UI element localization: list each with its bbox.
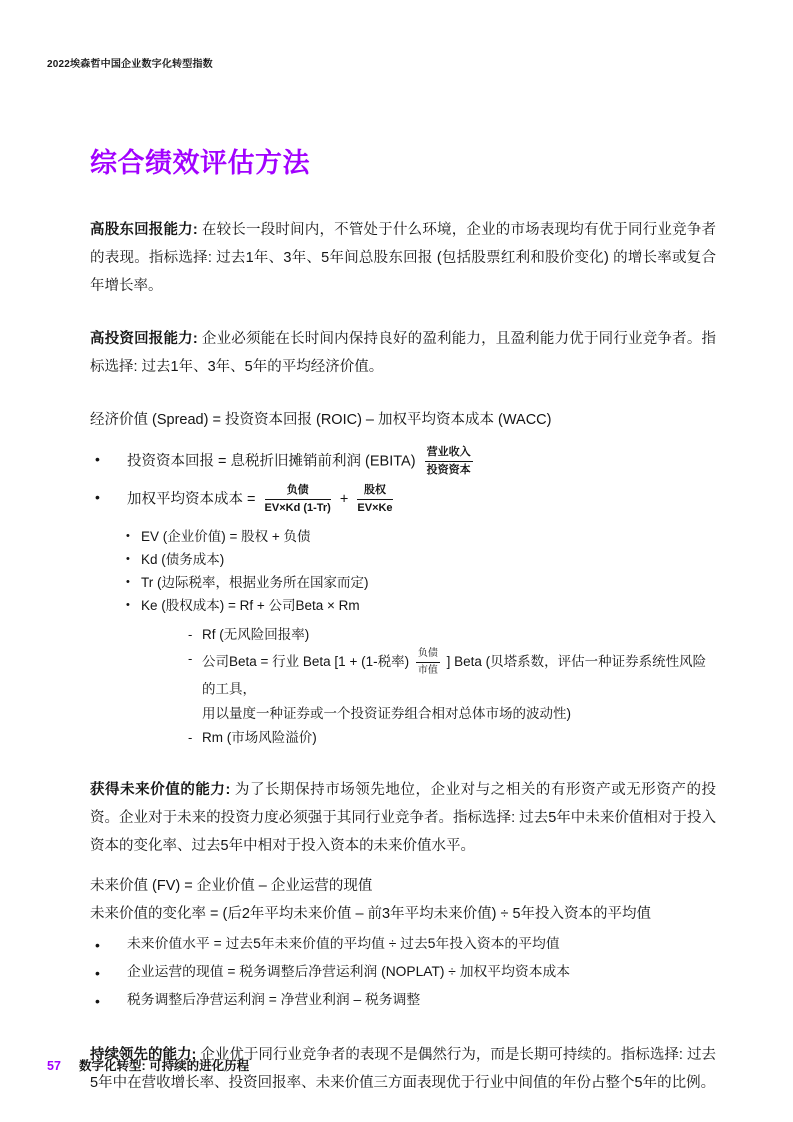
- fraction-revenue-over-capital: [425, 445, 473, 478]
- paragraph-lead: 高投资回报能力:: [90, 331, 202, 347]
- paragraph-body: 在较长一段时间内，不管处于什么环境，企业的市场表现均有优于同行业竞争者的表现。指标选择: 过去1年、3年、5年间总股东回报 (包括股票红利和股价变化) 的增长率或复合年增长率。: [90, 222, 717, 294]
- ke-definitions-list: [90, 623, 716, 749]
- fraction-denominator: 投资资本: [426, 463, 471, 476]
- bullet-icon: •: [95, 451, 100, 467]
- formula-fv: 未来价值 (FV) = 企业价值 – 企业运营的现值: [90, 877, 373, 894]
- paragraph-roi: [90, 325, 716, 381]
- page-number: 57: [47, 1059, 61, 1073]
- list-item-ev: [90, 525, 716, 548]
- paragraph-body: 企业必须能在长时间内保持良好的盈利能力，且盈利能力优于同行业竞争者。指标选择: 过去1年、3年、5年的平均经济价值。: [90, 331, 717, 375]
- plus-sign: +: [339, 491, 349, 508]
- fraction-equity-term: [357, 483, 392, 516]
- fraction-denominator: 市值: [417, 664, 438, 676]
- list-item-fv-level: [90, 931, 716, 959]
- paragraph-lead: 获得未来价值的能力:: [90, 781, 235, 798]
- bullet-roic-formula: [90, 445, 716, 478]
- list-item-present-value: [90, 959, 716, 987]
- bullet-wacc-formula: [90, 483, 716, 516]
- formula-text: 公司Beta = 行业 Beta [1 + (1-税率): [202, 654, 410, 670]
- formula-company-beta: [202, 647, 716, 701]
- list-item-text: EV (企业价值) = 股权 + 负债: [141, 529, 311, 545]
- list-item-text: Rf (无风险回报率): [202, 627, 310, 643]
- list-item-tr: [90, 571, 716, 594]
- list-item-kd: [90, 548, 716, 571]
- paragraph-shareholder-return: [90, 216, 716, 300]
- list-item-text: Kd (债务成本): [141, 552, 225, 568]
- dash-icon: -: [188, 627, 193, 643]
- list-item-ke: [90, 594, 716, 617]
- page-title: 综合绩效评估方法: [90, 148, 310, 178]
- paragraph-body: 为了长期保持市场领先地位，企业对与之相关的有形资产或无形资产的投资。企业对于未来的投资力度必须强于其同行业竞争者。指标选择: 过去5年中未来价值相对于投入资本的变化率、过去5年中相对于投入资本的未来价值水平。: [90, 781, 717, 854]
- list-item-text: Ke (股权成本) = Rf + 公司Beta × Rm: [141, 598, 360, 614]
- formula-roic: [127, 445, 478, 478]
- page-content: [90, 141, 716, 1122]
- bullet-icon: •: [126, 553, 130, 566]
- fraction-debt-term: [265, 483, 331, 516]
- dash-icon: -: [188, 651, 193, 667]
- paragraph-lead: 持续领先的能力:: [90, 1046, 201, 1063]
- wacc-definitions-list: [90, 525, 716, 617]
- fraction-denominator: EV×Ke: [357, 501, 393, 514]
- list-item-text: 未来价值水平 = 过去5年未来价值的平均值 ÷ 过去5年投入资本的平均值: [127, 935, 560, 951]
- paragraph-body: 企业优于同行业竞争者的表现不是偶然行为，而是长期可持续的。指标选择: 过去5年中在营收增长率、投资回报率、未来价值三方面表现优于行业中间值的年份占整个5年的比例。: [90, 1046, 716, 1091]
- bullet-icon: •: [95, 964, 100, 981]
- formula-text: 加权平均资本成本 =: [127, 491, 256, 508]
- beta-definition-wrap: 用以量度一种证券或一个投资证券组合相对总体市场的波动性): [202, 705, 571, 721]
- list-item-text: Rm (市场风险溢价): [202, 729, 317, 745]
- report-header: 2022埃森哲中国企业数字化转型指数: [47, 59, 213, 70]
- bullet-icon: •: [126, 599, 130, 612]
- fraction-numerator: 负债: [265, 483, 331, 500]
- paragraph-lead: 高股东回报能力:: [90, 222, 202, 238]
- footer-title: 数字化转型: 可持续的进化历程: [79, 1059, 250, 1073]
- formula-wacc: [127, 483, 398, 516]
- paragraph-future-value: [90, 776, 716, 860]
- list-item-rf: [90, 623, 716, 647]
- fraction-debt-over-marketvalue: [416, 647, 440, 677]
- formula-text: 投资资本回报 = 息税折旧摊销前利润 (EBITA): [127, 453, 416, 470]
- list-item-text: 税务调整后净营运利润 = 净营业利润 – 税务调整: [127, 991, 421, 1007]
- formula-text: ] Beta (贝塔系数，评估一种证券系统性风险的工具，: [202, 654, 707, 697]
- list-item-rm: [90, 726, 716, 750]
- list-item-company-beta: [90, 647, 716, 701]
- fv-bullets-list: [90, 931, 716, 1015]
- bullet-icon: •: [126, 530, 130, 543]
- fraction-numerator: 股权: [357, 483, 392, 500]
- fraction-numerator: 营业收入: [425, 445, 473, 462]
- bullet-icon: •: [95, 488, 100, 505]
- formula-spread: 经济价值 (Spread) = 投资资本回报 (ROIC) – 加权平均资本成本 (WACC): [90, 412, 552, 428]
- list-item-text: Tr (边际税率，根据业务所在国家而定): [141, 575, 369, 591]
- formula-fv-change-rate: 未来价值的变化率 = (后2年平均未来价值 – 前3年平均未来价值) ÷ 5年投入资本的平均值: [90, 905, 652, 922]
- bullet-icon: •: [95, 992, 100, 1009]
- page-footer: [47, 1056, 249, 1074]
- bullet-icon: •: [95, 936, 100, 953]
- list-item-noplat: [90, 987, 716, 1015]
- bullet-icon: •: [126, 576, 130, 589]
- dash-icon: -: [188, 729, 193, 745]
- list-item-text: 企业运营的现值 = 税务调整后净营运利润 (NOPLAT) ÷ 加权平均资本成本: [127, 963, 571, 979]
- fraction-denominator: EV×Kd (1-Tr): [264, 501, 331, 514]
- fraction-numerator: 负债: [416, 647, 440, 663]
